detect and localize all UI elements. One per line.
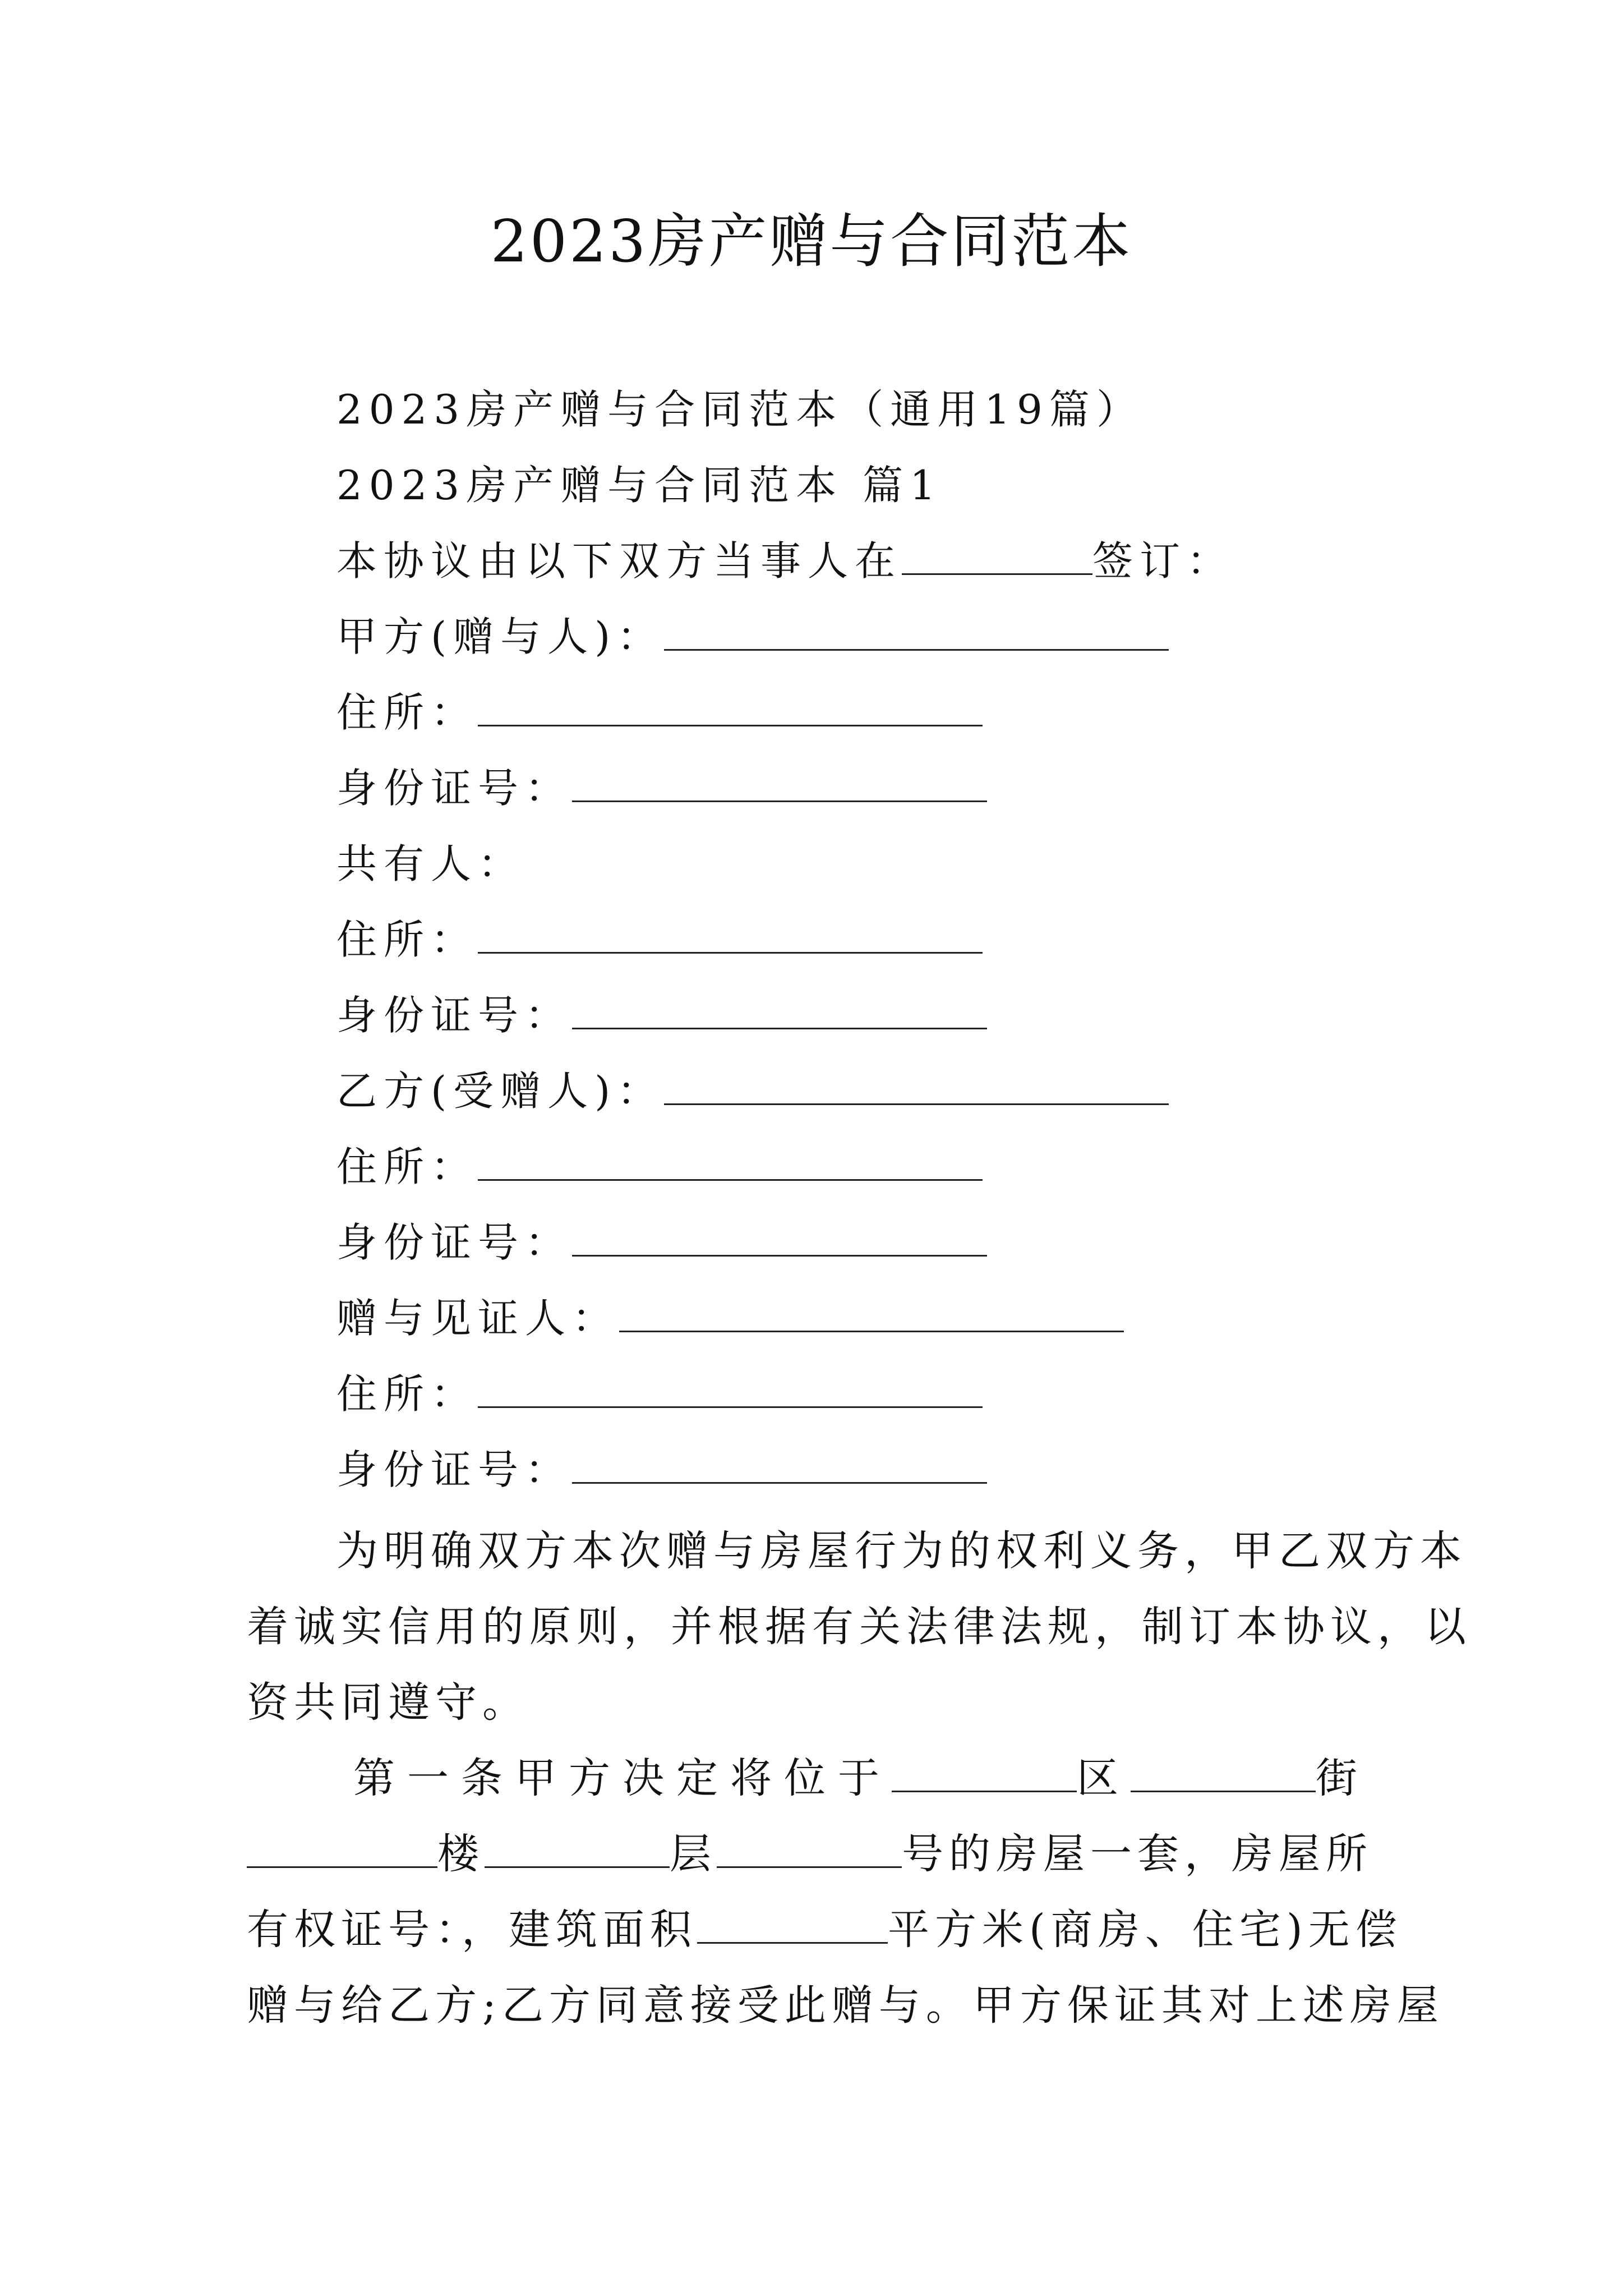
article1-text: 层 <box>670 1830 717 1878</box>
building-blank[interactable] <box>485 1833 670 1868</box>
field-label: 乙方(受赠人)： <box>336 1068 665 1115</box>
field-blank[interactable] <box>572 767 987 802</box>
field-blank[interactable] <box>478 918 983 954</box>
article1-line2 <box>247 1826 1373 1882</box>
field-blank[interactable] <box>619 1297 1124 1332</box>
field-blank[interactable] <box>572 1221 987 1257</box>
article1-line4: 赠与给乙方;乙方同意接受此赠与。甲方保证其对上述房屋 <box>247 1981 1444 2030</box>
field-co-owner <box>336 836 525 892</box>
section-heading: 2023房产赠与合同范本 篇1 <box>336 462 942 509</box>
article1-text: 区 <box>1077 1754 1131 1802</box>
field-donor <box>336 609 1169 665</box>
field-address <box>336 684 983 740</box>
field-blank[interactable] <box>478 1373 983 1408</box>
field-label: 身份证号： <box>336 765 573 812</box>
field-label: 共有人： <box>336 840 525 887</box>
field-id <box>336 1442 987 1498</box>
article1-line3 <box>247 1902 1403 1958</box>
intro-before: 本协议由以下双方当事人在 <box>336 537 902 585</box>
field-address <box>336 1366 983 1422</box>
field-id <box>336 1214 987 1271</box>
subtitle: 2023房产赠与合同范本（通用19篇） <box>336 386 1144 433</box>
place-blank[interactable] <box>902 540 1092 575</box>
district-blank[interactable] <box>1131 1757 1316 1792</box>
field-label: 住所： <box>336 1143 478 1190</box>
field-blank[interactable] <box>478 691 983 726</box>
article1-text: 有权证号：，建筑面积 <box>247 1906 697 1954</box>
field-blank[interactable] <box>572 1448 987 1484</box>
field-blank[interactable] <box>572 994 987 1029</box>
field-label: 住所： <box>336 1370 478 1418</box>
field-blank[interactable] <box>664 615 1169 651</box>
field-address <box>336 1139 983 1195</box>
article1-text: 平方米(商房、住宅)无偿 <box>888 1906 1403 1954</box>
field-label: 赠与见证人： <box>336 1295 620 1342</box>
para1-line3: 资共同遵守。 <box>247 1678 529 1727</box>
field-blank[interactable] <box>664 1070 1169 1105</box>
field-label: 甲方(赠与人)： <box>336 613 665 660</box>
article1-line1 <box>353 1750 1370 1806</box>
field-label: 住所： <box>336 689 478 736</box>
field-label: 身份证号： <box>336 1219 573 1266</box>
field-label: 住所： <box>336 916 478 963</box>
field-id <box>336 987 987 1043</box>
article1-text: 号的房屋一套，房屋所 <box>902 1830 1373 1878</box>
field-donee <box>336 1063 1169 1119</box>
para1-line1: 为明确双方本次赠与房屋行为的权利义务，甲乙双方本 <box>336 1527 1467 1575</box>
field-id <box>336 760 987 816</box>
street-blank[interactable] <box>247 1833 437 1868</box>
article1-text: 第一条甲方决定将位于 <box>353 1754 892 1802</box>
location-blank[interactable] <box>892 1757 1077 1792</box>
intro-after: 签订： <box>1092 537 1234 585</box>
field-address <box>336 912 983 968</box>
floor-blank[interactable] <box>717 1833 902 1868</box>
field-label: 身份证号： <box>336 992 573 1039</box>
field-witness <box>336 1290 1124 1346</box>
area-blank[interactable] <box>697 1908 888 1944</box>
field-blank[interactable] <box>478 1145 983 1181</box>
field-label: 身份证号： <box>336 1446 573 1493</box>
document-title: 2023房产赠与合同范本 <box>490 207 1133 275</box>
article1-text: 楼 <box>437 1830 485 1878</box>
article1-text: 街 <box>1316 1754 1370 1802</box>
intro-line <box>336 533 1234 589</box>
para1-line2: 着诚实信用的原则，并根据有关法律法规，制订本协议，以 <box>247 1603 1472 1651</box>
